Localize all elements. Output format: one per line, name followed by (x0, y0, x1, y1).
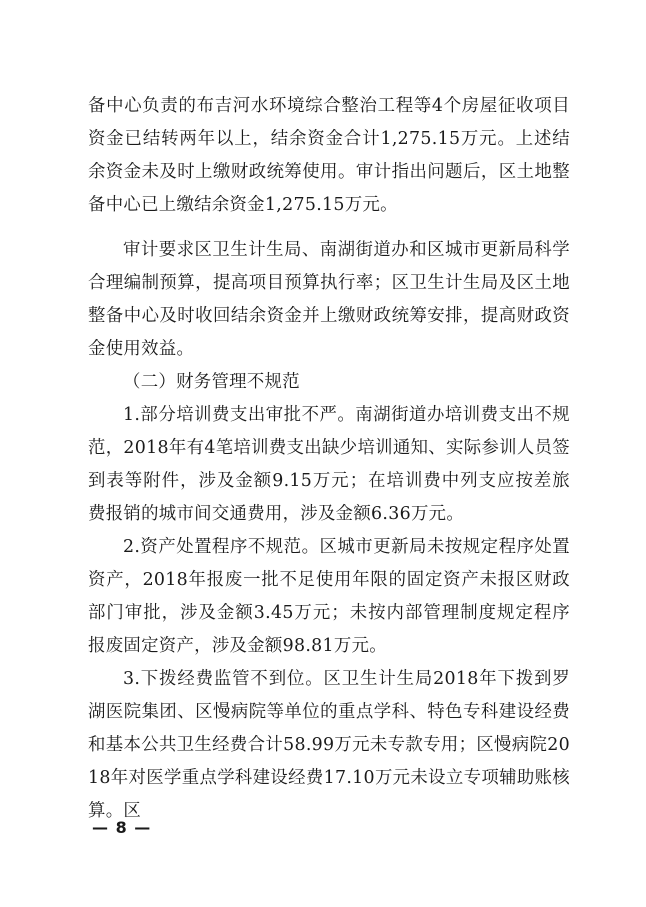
page-number: — 8 — (92, 818, 152, 837)
paragraph-training-expense: 1.部分培训费支出审批不严。南湖街道办培训费支出不规范，2018年有4笔培训费支出缺少培训通知、实际参训人员签到表等附件，涉及金额9.15万元；在培训费中列支应按差旅费报销的城市间交通费用，涉及金额6.36万元。 (88, 405, 570, 524)
paragraph-continuation: 备中心负责的布吉河水环境综合整治工程等4个房屋征收项目资金已结转两年以上，结余资金合计1,275.15万元。上述结余资金未及时上缴财政统筹使用。审计指出问题后，区土地整备中心已上缴结余资金1,275.15万元。 (88, 96, 570, 215)
paragraph-fund-supervision: 3.下拨经费监管不到位。区卫生计生局2018年下拨到罗湖医院集团、区慢病院等单位的重点学科、特色专科建设经费和基本公共卫生经费合计58.99万元未专款专用；区慢病院2018年对医学重点学科建设经费17.10万元未设立专项辅助账核算。区 (88, 669, 570, 821)
section-heading-financial-management: （二）财务管理不规范 (123, 372, 300, 392)
paragraph-asset-disposal: 2.资产处置程序不规范。区城市更新局未按规定程序处置资产，2018年报废一批不足使用年限的固定资产未报区财政部门审批，涉及金额3.45万元；未按内部管理制度规定程序报废固定资产，涉及金额98.81万元。 (88, 537, 570, 656)
paragraph-audit-requirement: 审计要求区卫生计生局、南湖街道办和区城市更新局科学合理编制预算，提高项目预算执行率；区卫生计生局及区土地整备中心及时收回结余资金并上缴财政统筹安排，提高财政资金使用效益。 (88, 240, 570, 359)
